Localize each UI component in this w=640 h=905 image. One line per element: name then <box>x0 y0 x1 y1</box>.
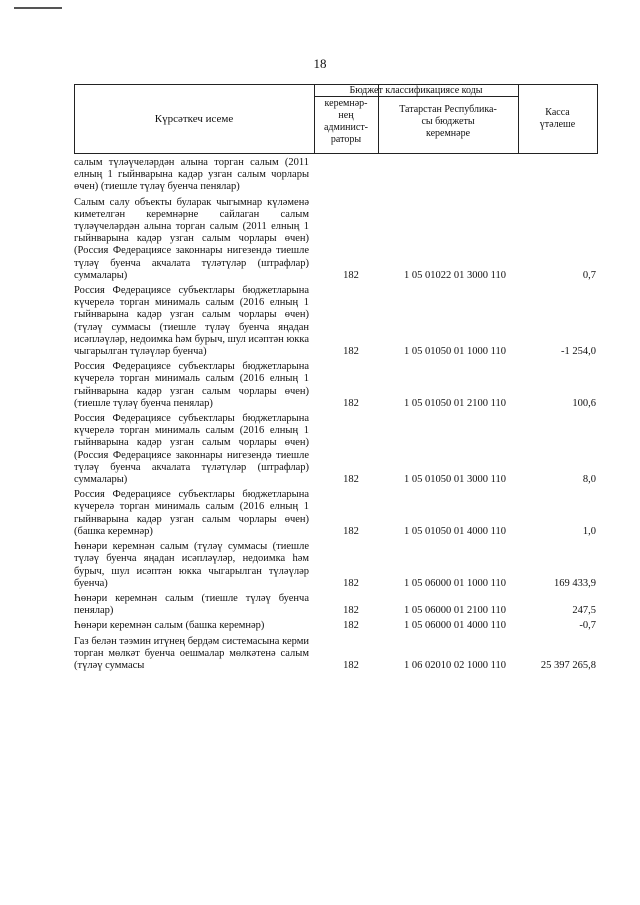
cash-execution: -1 254,0 <box>561 346 596 358</box>
administrator-code: 182 <box>343 620 359 632</box>
budget-table <box>74 84 598 672</box>
administrator-code: 182 <box>343 474 359 486</box>
column-header-name: Күрсәткеч исеме <box>154 113 234 125</box>
classification-code: 1 05 01050 01 1000 110 <box>404 346 506 358</box>
table-row <box>74 593 598 617</box>
indicator-name: Һөнәри керемнән салым (түләү суммасы (тиешле түләү буенча яңадан исәпләүләр, недоимка һәм бурыч, шул исәптән юкка чыгарылган түләүләр буенча) <box>74 541 309 589</box>
table-body <box>74 157 598 672</box>
table-row <box>74 285 598 358</box>
classification-code: 1 05 01022 01 3000 110 <box>404 269 506 281</box>
cash-execution: -0,7 <box>579 620 596 632</box>
table-header <box>74 84 598 154</box>
classification-code: 1 06 02010 02 1000 110 <box>404 659 506 671</box>
table-row <box>74 157 598 194</box>
indicator-name: Россия Федерациясе субъектлары бюджетларына күчерелә торган минималь салым (2016 елның 1 гыйнварына кадәр узган салым чорлары өчен) (түләү суммасы (тиешле түләү буенча яңадан исәпләүләр, недоимка һәм бурыч, шул исәптән юкка чыгарылган түләүләр буенча) <box>74 285 309 358</box>
administrator-code: 182 <box>343 659 359 671</box>
table-row <box>74 541 598 590</box>
indicator-name: Һөнәри керемнән салым (башка керемнәр) <box>74 620 265 632</box>
column-group-title: Бюджет классификациясе коды <box>349 85 483 96</box>
classification-code: 1 05 01050 01 2100 110 <box>404 397 506 409</box>
cash-execution: 169 433,9 <box>554 577 596 589</box>
column-header-revenue: Татарстан Республика- сы бюджеты керемнәре <box>399 104 497 139</box>
indicator-name: салым түләүчеләрдән алына торган салым (2011 елның 1 гыйнварына кадәр узган салым чорлары өчен) (тиешле түләү буенча пенялар) <box>74 157 309 193</box>
column-header-administrator: керемнәр- нең админист- раторы <box>323 98 369 145</box>
indicator-name: Газ белән тәэмин итүнең бердәм системасына керми торган мөлкәт буенча оешмалар мөлкәтенә салым (түләү суммасы <box>74 635 309 671</box>
classification-code: 1 05 01050 01 4000 110 <box>404 525 506 537</box>
administrator-code: 182 <box>343 397 359 409</box>
classification-code: 1 05 06000 01 4000 110 <box>404 620 506 632</box>
classification-code: 1 05 06000 01 1000 110 <box>404 577 506 589</box>
classification-code: 1 05 01050 01 3000 110 <box>404 474 506 486</box>
table-row <box>74 620 598 632</box>
administrator-code: 182 <box>343 346 359 358</box>
cash-execution: 247,5 <box>572 605 596 617</box>
corner-rule <box>14 7 62 9</box>
indicator-name: Һөнәри керемнән салым (тиешле түләү буенча пенялар) <box>74 592 309 617</box>
table-row <box>74 197 598 282</box>
table-row <box>74 413 598 486</box>
cash-execution: 8,0 <box>582 474 596 486</box>
table-row <box>74 361 598 410</box>
classification-code: 1 05 06000 01 2100 110 <box>404 605 506 617</box>
indicator-name: Россия Федерациясе субъектлары бюджетларына күчерелә торган минималь салым (2016 елның 1 гыйнварына кадәр узган салым чорлары өчен) (тиешле түләү буенча пенялар) <box>74 361 309 409</box>
table-row <box>74 489 598 538</box>
table-row <box>74 636 598 673</box>
indicator-name: Россия Федерациясе субъектлары бюджетларына күчерелә торган минималь салым (2016 елның 1 гыйнварына кадәр узган салым чорлары өчен) (Россия Федерациясе законнары нигезендә тиешле түләү буенча акчалата түләтүләр (штрафлар) суммалары) <box>74 413 309 486</box>
administrator-code: 182 <box>343 525 359 537</box>
cash-execution: 1,0 <box>582 525 596 537</box>
indicator-name: Салым салу объекты буларак чыгымнар күләменә киметелгән керемнәрне сайлаган салым түләүчеләрдән алына торган салым (2011 елның 1 гыйнварына кадәр узган салым чорлары өчен) (Россия Федерациясе законнары нигезендә тиешле түләү буенча акчалата түләтүләр (штрафлар) суммалары) <box>74 196 309 281</box>
cash-execution: 25 397 265,8 <box>540 659 596 671</box>
column-header-cash: Касса үтәлеше <box>539 107 576 130</box>
indicator-name: Россия Федерациясе субъектлары бюджетларына күчерелә торган минималь салым (2016 елның 1 гыйнварына кадәр узган салым чорлары өчен) (башка керемнәр) <box>74 489 309 537</box>
cash-execution: 100,6 <box>572 397 596 409</box>
administrator-code: 182 <box>343 269 359 281</box>
administrator-code: 182 <box>343 577 359 589</box>
page-number: 18 <box>313 56 327 71</box>
cash-execution: 0,7 <box>582 269 596 281</box>
administrator-code: 182 <box>343 605 359 617</box>
